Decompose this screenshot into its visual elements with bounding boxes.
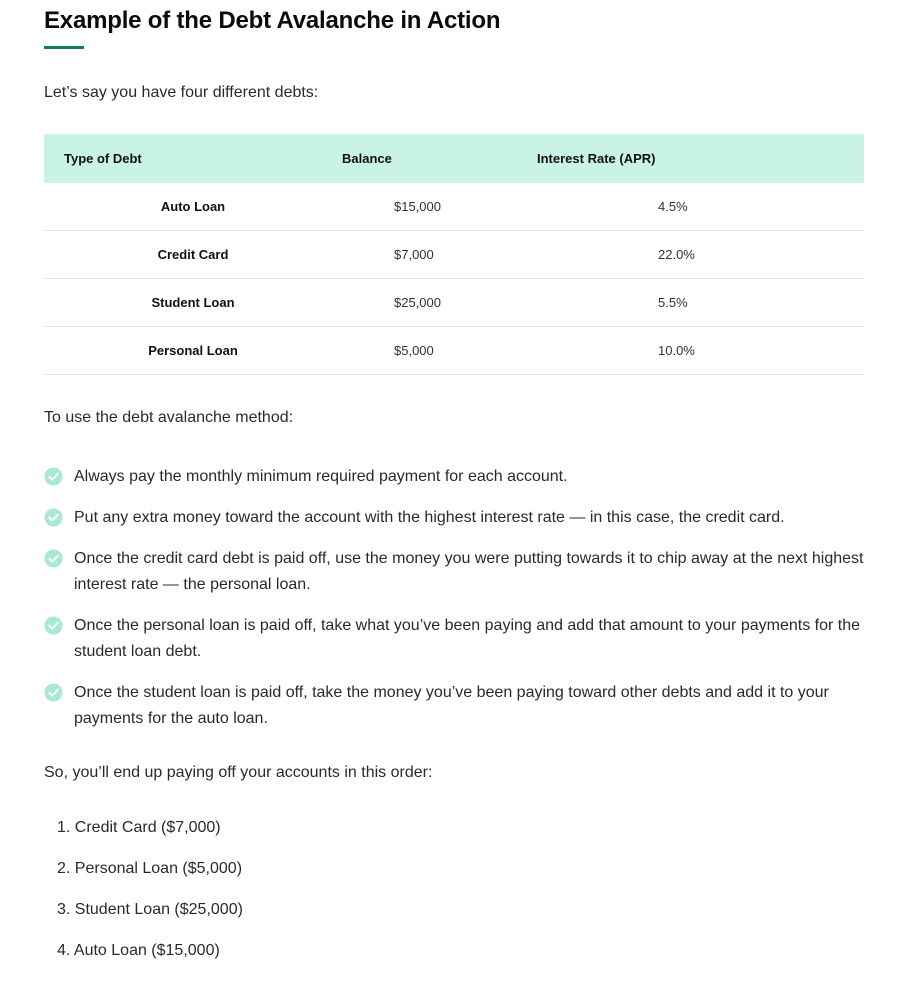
list-item bbox=[44, 505, 864, 531]
steps-checklist bbox=[44, 464, 864, 732]
debts-table bbox=[44, 134, 864, 375]
check-circle-icon bbox=[44, 467, 63, 486]
order-intro-text: So, you’ll end up paying off your accounts in this order: bbox=[44, 764, 433, 781]
debt-rate: 5.5% bbox=[537, 279, 864, 327]
debt-type: Student Loan bbox=[44, 279, 342, 327]
debt-rate: 10.0% bbox=[537, 327, 864, 375]
step-text: Once the credit card debt is paid off, use the money you were putting towards it to chip away at the next highest interest rate — the personal loan. bbox=[74, 550, 864, 593]
step-text: Once the student loan is paid off, take the money you’ve been paying toward other debts and add it to your payments for the auto loan. bbox=[74, 684, 829, 727]
order-item: 1. Credit Card ($7,000) bbox=[57, 819, 221, 836]
header-balance: Balance bbox=[342, 151, 392, 166]
debt-balance: $25,000 bbox=[342, 279, 537, 327]
table-row bbox=[44, 231, 864, 279]
section-title: Example of the Debt Avalanche in Action bbox=[44, 7, 501, 34]
header-interest-rate: Interest Rate (APR) bbox=[537, 151, 656, 166]
check-circle-icon bbox=[44, 683, 63, 702]
check-circle-icon bbox=[44, 549, 63, 568]
table-header-row bbox=[44, 134, 864, 183]
check-circle-icon bbox=[44, 508, 63, 527]
step-text: Put any extra money toward the account with the highest interest rate — in this case, the credit card. bbox=[74, 509, 785, 526]
debt-rate: 22.0% bbox=[537, 231, 864, 279]
order-item: 3. Student Loan ($25,000) bbox=[57, 901, 243, 918]
list-item bbox=[44, 613, 864, 665]
intro-text: Let’s say you have four different debts: bbox=[44, 84, 319, 101]
payoff-order-list bbox=[44, 817, 864, 962]
step-text: Once the personal loan is paid off, take what you’ve been paying and add that amount to your payments for the student loan debt. bbox=[74, 617, 860, 660]
order-item: 2. Personal Loan ($5,000) bbox=[57, 860, 243, 877]
table-row bbox=[44, 327, 864, 375]
debt-type: Auto Loan bbox=[44, 183, 342, 231]
table-row bbox=[44, 183, 864, 231]
method-intro-text: To use the debt avalanche method: bbox=[44, 409, 294, 426]
table-row bbox=[44, 279, 864, 327]
debt-balance: $7,000 bbox=[342, 231, 537, 279]
debt-rate: 4.5% bbox=[537, 183, 864, 231]
debt-type: Personal Loan bbox=[44, 327, 342, 375]
debt-balance: $5,000 bbox=[342, 327, 537, 375]
order-item: 4. Auto Loan ($15,000) bbox=[57, 942, 220, 959]
list-item bbox=[44, 680, 864, 732]
title-underline bbox=[44, 46, 84, 49]
debt-type: Credit Card bbox=[44, 231, 342, 279]
list-item bbox=[44, 546, 864, 598]
step-text: Always pay the monthly minimum required payment for each account. bbox=[74, 468, 568, 485]
check-circle-icon bbox=[44, 616, 63, 635]
header-type-of-debt: Type of Debt bbox=[64, 151, 142, 166]
list-item bbox=[44, 464, 864, 490]
debt-balance: $15,000 bbox=[342, 183, 537, 231]
